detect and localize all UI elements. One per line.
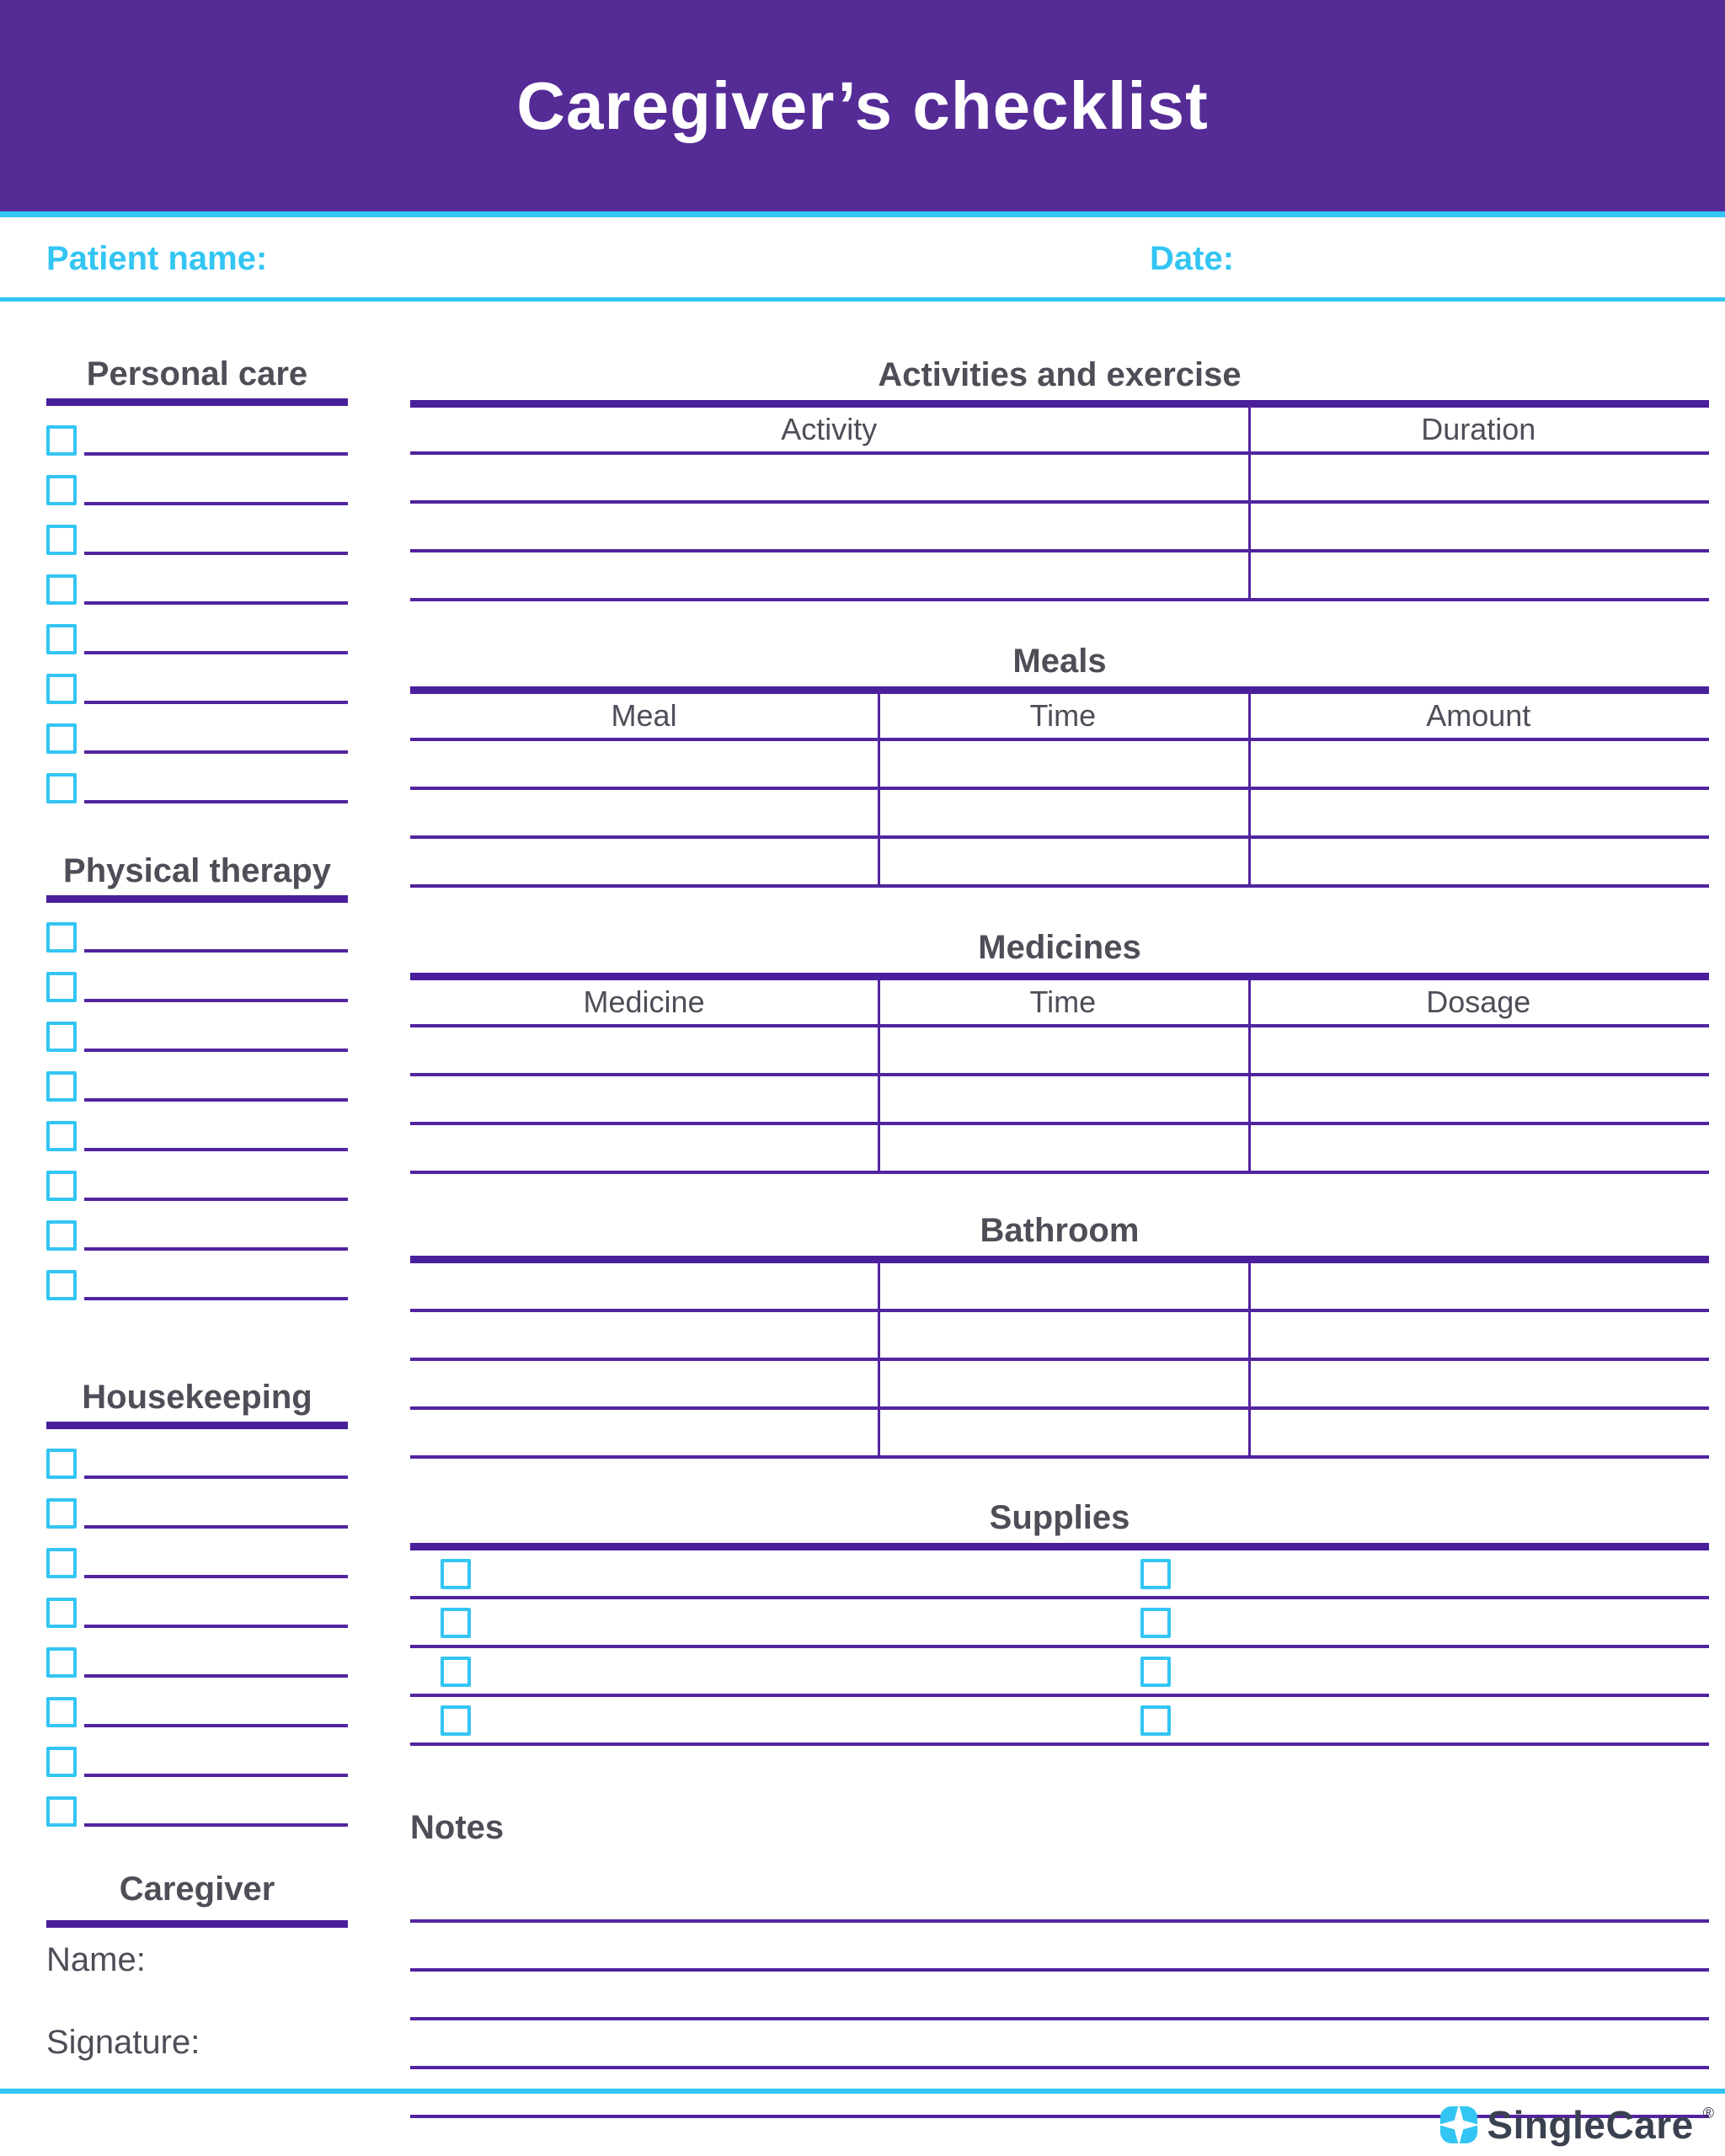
write-in-line[interactable] xyxy=(84,800,348,803)
dosage-cell[interactable] xyxy=(1248,1076,1709,1122)
medicines-table xyxy=(410,973,1709,1174)
bathroom-cell[interactable] xyxy=(1248,1312,1709,1358)
checklist-row xyxy=(46,1002,348,1052)
checkbox[interactable] xyxy=(46,475,77,505)
table-header-row xyxy=(410,408,1709,455)
section-underline xyxy=(46,398,348,406)
checkbox[interactable] xyxy=(1140,1705,1171,1736)
section-personal-care xyxy=(46,350,348,803)
checkbox[interactable] xyxy=(46,1598,77,1628)
date-label: Date: xyxy=(1150,240,1235,277)
dosage-cell[interactable] xyxy=(1248,1027,1709,1073)
write-in-line[interactable] xyxy=(84,1297,348,1300)
checklist-row xyxy=(46,1628,348,1678)
checklist-row xyxy=(46,1102,348,1151)
checklist-row xyxy=(46,406,348,456)
activity-cell[interactable] xyxy=(410,504,1248,549)
supplies-row xyxy=(410,1550,1709,1599)
checkbox[interactable] xyxy=(46,922,77,953)
activities-rows xyxy=(410,455,1709,601)
section-physical-therapy xyxy=(46,846,348,1300)
section-title: Personal care xyxy=(86,355,308,392)
checkbox[interactable] xyxy=(46,1022,77,1052)
duration-cell[interactable] xyxy=(1248,504,1709,549)
supplies-list xyxy=(410,1543,1709,1746)
section-title: Notes xyxy=(410,1809,505,1846)
checkbox[interactable] xyxy=(46,674,77,704)
patient-row-rule xyxy=(0,297,1725,302)
personal-care-rows xyxy=(46,406,348,803)
checklist-row xyxy=(46,654,348,704)
physical-therapy-rows xyxy=(46,903,348,1300)
checklist-row xyxy=(46,754,348,803)
column-divider xyxy=(1248,1261,1251,1459)
table-row xyxy=(410,504,1709,552)
checkbox[interactable] xyxy=(46,972,77,1002)
table-row xyxy=(410,790,1709,839)
singlecare-logo xyxy=(1439,2102,1713,2148)
column-divider xyxy=(878,1261,880,1459)
medicines-rows xyxy=(410,1027,1709,1174)
page-title: Caregiver’s checklist xyxy=(516,68,1209,143)
bathroom-rows xyxy=(410,1263,1709,1459)
activity-cell[interactable] xyxy=(410,455,1248,500)
checklist-row xyxy=(46,1052,348,1102)
checkbox[interactable] xyxy=(441,1608,471,1638)
time-cell[interactable] xyxy=(878,790,1247,835)
column-divider xyxy=(1248,691,1251,888)
notes-lines xyxy=(410,1823,1709,2118)
checklist-row xyxy=(46,1727,348,1777)
column-divider xyxy=(878,691,880,888)
column-header: Activity xyxy=(781,412,878,446)
table-header-row xyxy=(410,694,1709,741)
table-top-bar xyxy=(410,1543,1709,1550)
time-cell[interactable] xyxy=(878,1076,1247,1122)
checkbox[interactable] xyxy=(46,525,77,555)
amount-cell[interactable] xyxy=(1248,790,1709,835)
caregiver-signature-label: Signature: xyxy=(46,2024,200,2061)
bathroom-cell[interactable] xyxy=(878,1361,1247,1406)
checkbox[interactable] xyxy=(46,1747,77,1777)
patient-info-row xyxy=(0,221,1725,297)
time-cell[interactable] xyxy=(878,741,1247,787)
checkbox[interactable] xyxy=(46,624,77,654)
column-header: Dosage xyxy=(1426,985,1531,1019)
footer-rule xyxy=(0,2089,1725,2094)
medicine-cell[interactable] xyxy=(410,1076,878,1122)
section-title: Medicines xyxy=(978,929,1141,966)
checkbox[interactable] xyxy=(46,1697,77,1727)
checkbox[interactable] xyxy=(441,1559,471,1589)
housekeeping-rows xyxy=(46,1429,348,1827)
section-title: Supplies xyxy=(989,1499,1130,1536)
column-header: Time xyxy=(1029,985,1097,1019)
brand-name: SingleCare xyxy=(1487,2103,1694,2147)
checklist-row xyxy=(46,1529,348,1578)
supplies-row xyxy=(410,1697,1709,1746)
medicine-cell[interactable] xyxy=(410,1027,878,1073)
column-divider xyxy=(1248,405,1251,601)
table-row xyxy=(410,1410,1709,1459)
bathroom-cell[interactable] xyxy=(878,1312,1247,1358)
table-top-bar xyxy=(410,973,1709,980)
checkbox[interactable] xyxy=(46,1220,77,1251)
section-supplies xyxy=(410,1492,1709,1746)
patient-name-label: Patient name: xyxy=(46,240,268,277)
section-meals xyxy=(410,636,1709,888)
table-row xyxy=(410,455,1709,504)
checklist-row xyxy=(46,1777,348,1827)
supplies-rows xyxy=(410,1550,1709,1746)
table-row xyxy=(410,1125,1709,1174)
checkbox[interactable] xyxy=(46,723,77,754)
checklist-row xyxy=(46,456,348,505)
checkbox[interactable] xyxy=(46,773,77,803)
checkbox[interactable] xyxy=(46,1548,77,1578)
header-rule xyxy=(0,211,1725,217)
table-header-row xyxy=(410,980,1709,1027)
bathroom-cell[interactable] xyxy=(410,1361,878,1406)
activity-cell[interactable] xyxy=(410,552,1248,598)
checkbox[interactable] xyxy=(46,1647,77,1678)
checkbox[interactable] xyxy=(46,1449,77,1479)
checklist-row xyxy=(46,953,348,1002)
caregiver-name-label: Name: xyxy=(46,1941,146,1978)
checklist-row xyxy=(46,1201,348,1251)
column-header: Time xyxy=(1029,698,1097,733)
bathroom-cell[interactable] xyxy=(878,1263,1247,1309)
table-row xyxy=(410,1263,1709,1312)
checkbox[interactable] xyxy=(46,1270,77,1300)
time-cell[interactable] xyxy=(878,839,1247,884)
meals-table xyxy=(410,686,1709,888)
table-row xyxy=(410,1312,1709,1361)
column-header: Medicine xyxy=(583,985,705,1019)
medicine-cell[interactable] xyxy=(410,1125,878,1171)
table-row xyxy=(410,839,1709,888)
table-row xyxy=(410,552,1709,601)
bathroom-cell[interactable] xyxy=(1248,1410,1709,1455)
section-title: Meals xyxy=(1012,643,1107,680)
checklist-row xyxy=(46,1251,348,1300)
section-title: Physical therapy xyxy=(63,852,331,889)
table-row xyxy=(410,1027,1709,1076)
column-header: Meal xyxy=(611,698,677,733)
activities-table xyxy=(410,400,1709,601)
checkbox[interactable] xyxy=(46,1121,77,1151)
section-underline xyxy=(46,895,348,903)
section-underline xyxy=(46,1422,348,1429)
singlecare-cross-icon xyxy=(1439,2105,1478,2144)
bathroom-cell[interactable] xyxy=(878,1410,1247,1455)
supplies-row xyxy=(410,1599,1709,1648)
section-underline xyxy=(46,1920,348,1928)
section-medicines xyxy=(410,922,1709,1174)
section-title: Bathroom xyxy=(980,1212,1140,1249)
bathroom-table xyxy=(410,1256,1709,1459)
note-line[interactable] xyxy=(410,1874,1709,1923)
section-housekeeping xyxy=(46,1373,348,1827)
duration-cell[interactable] xyxy=(1248,552,1709,598)
checklist-row xyxy=(46,704,348,754)
amount-cell[interactable] xyxy=(1248,741,1709,787)
bathroom-cell[interactable] xyxy=(410,1263,878,1309)
checkbox[interactable] xyxy=(46,425,77,456)
header-banner xyxy=(0,0,1725,211)
amount-cell[interactable] xyxy=(1248,839,1709,884)
checkbox[interactable] xyxy=(441,1657,471,1687)
section-title: Activities and exercise xyxy=(878,356,1242,393)
dosage-cell[interactable] xyxy=(1248,1125,1709,1171)
checklist-row xyxy=(46,1479,348,1529)
note-line[interactable] xyxy=(410,1972,1709,2020)
checkbox[interactable] xyxy=(46,1498,77,1529)
supplies-row xyxy=(410,1648,1709,1697)
checklist-row xyxy=(46,1429,348,1479)
section-caregiver xyxy=(46,1865,348,2063)
section-notes xyxy=(410,1802,1709,2118)
table-top-bar xyxy=(410,400,1709,408)
column-divider xyxy=(1248,978,1251,1174)
table-top-bar xyxy=(410,686,1709,694)
checkbox[interactable] xyxy=(1140,1559,1171,1589)
checklist-row xyxy=(46,1151,348,1201)
meal-cell[interactable] xyxy=(410,790,878,835)
note-line[interactable] xyxy=(410,1923,1709,1972)
time-cell[interactable] xyxy=(878,1027,1247,1073)
table-row xyxy=(410,741,1709,790)
column-header: Amount xyxy=(1426,698,1531,733)
write-in-line[interactable] xyxy=(84,1823,348,1827)
meal-cell[interactable] xyxy=(410,741,878,787)
section-activities xyxy=(410,350,1709,601)
checkbox[interactable] xyxy=(46,1071,77,1102)
note-line[interactable] xyxy=(410,2020,1709,2069)
checklist-row xyxy=(46,505,348,555)
column-header: Duration xyxy=(1421,412,1536,446)
bathroom-cell[interactable] xyxy=(410,1410,878,1455)
bathroom-cell[interactable] xyxy=(1248,1361,1709,1406)
checklist-row xyxy=(46,1578,348,1628)
checklist-row xyxy=(46,903,348,953)
duration-cell[interactable] xyxy=(1248,455,1709,500)
registered-trademark: ® xyxy=(1702,2104,1714,2121)
checkbox[interactable] xyxy=(441,1705,471,1736)
section-title: Housekeeping xyxy=(82,1379,312,1416)
checkbox[interactable] xyxy=(46,1796,77,1827)
meal-cell[interactable] xyxy=(410,839,878,884)
meals-rows xyxy=(410,741,1709,888)
bathroom-cell[interactable] xyxy=(410,1312,878,1358)
column-divider xyxy=(878,978,880,1174)
checklist-row xyxy=(46,605,348,654)
checkbox[interactable] xyxy=(46,1171,77,1201)
table-row xyxy=(410,1076,1709,1125)
checklist-row xyxy=(46,555,348,605)
table-row xyxy=(410,1361,1709,1410)
checkbox[interactable] xyxy=(1140,1657,1171,1687)
time-cell[interactable] xyxy=(878,1125,1247,1171)
section-bathroom xyxy=(410,1205,1709,1459)
checkbox[interactable] xyxy=(46,574,77,605)
bathroom-cell[interactable] xyxy=(1248,1263,1709,1309)
section-title: Caregiver xyxy=(119,1870,275,1908)
table-top-bar xyxy=(410,1256,1709,1263)
checkbox[interactable] xyxy=(1140,1608,1171,1638)
checklist-row xyxy=(46,1678,348,1727)
